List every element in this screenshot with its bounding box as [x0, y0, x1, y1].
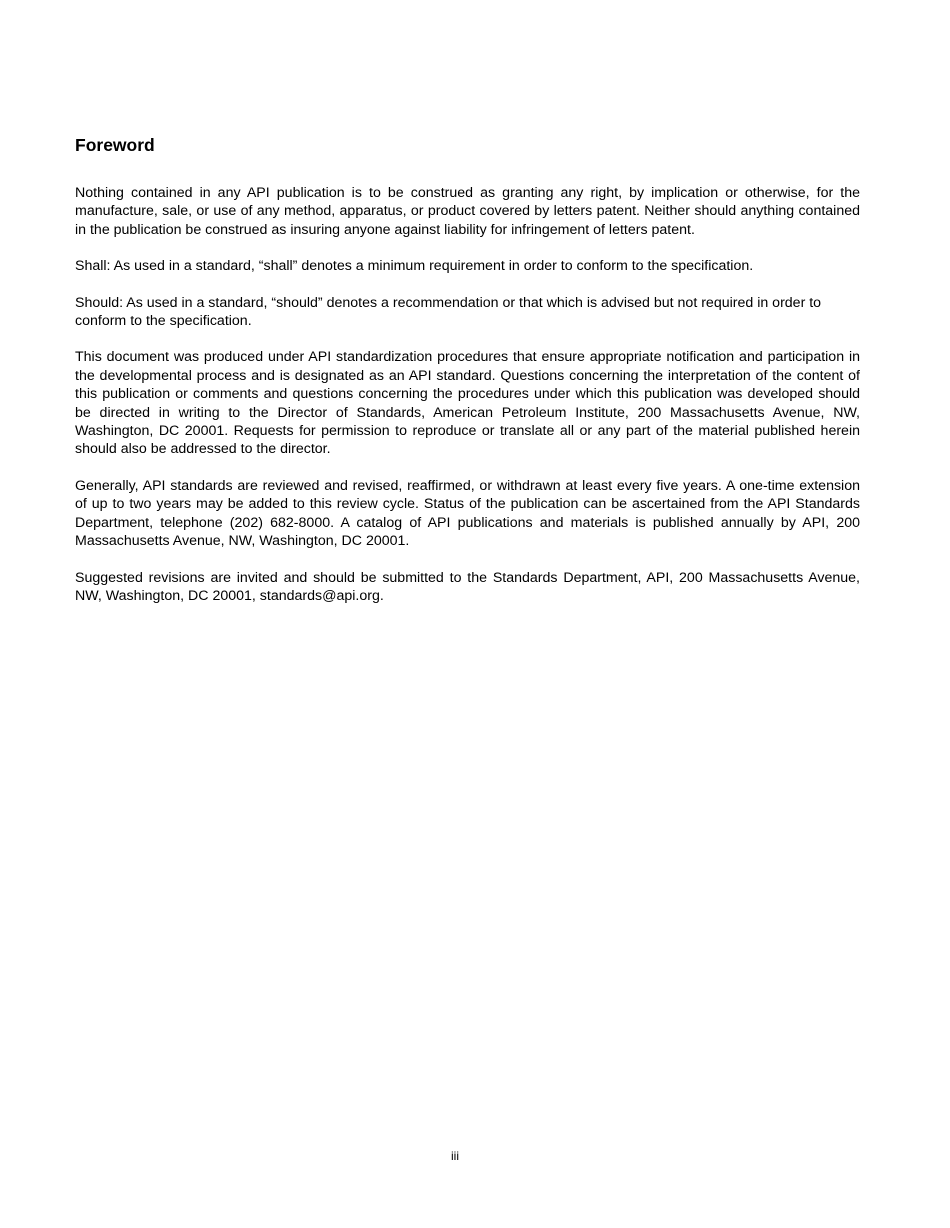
foreword-page: [75, 133, 860, 623]
paragraph-should-definition: Should: As used in a standard, “should” denotes a recommendation or that which is advised but not required in order to conform to the specification.: [75, 294, 822, 330]
paragraph-standardization-procedures: This document was produced under API standardization procedures that ensure appropriate notification and participation in the developmental process and is designated as an API standard. Questions concerning the interpretation of the content of this publication or comments and questions concerning the procedures under which this publication was developed should be directed in writing to the Director of Standards, American Petroleum Institute, 200 Massachusetts Avenue, NW, Washington, DC 20001. Requests for permission to reproduce or translate all or any part of the material published herein should also be addressed to the director.: [75, 349, 860, 458]
paragraph-suggested-revisions: Suggested revisions are invited and should be submitted to the Standards Department, API, 200 Massachusetts Avenue, NW, Washington, DC 20001, standards@api.org.: [75, 569, 860, 604]
page-title: Foreword: [75, 135, 155, 155]
paragraph-review-cycle: Generally, API standards are reviewed and revised, reaffirmed, or withdrawn at least every five years. A one-time extension of up to two years may be added to this review cycle. Status of the publication can be ascertained from the API Standards Department, telephone (202) 682-8000. A catalog of API publications and materials is published annually by API, 200 Massachusetts Avenue, NW, Washington, DC 20001.: [75, 477, 860, 550]
paragraph-patent-disclaimer: Nothing contained in any API publication is to be construed as granting any right, by implication or otherwise, for the manufacture, sale, or use of any method, apparatus, or product covered by letters patent. Neither should anything contained in the publication be construed as insuring anyone against liability for infringement of letters patent.: [75, 185, 860, 238]
paragraph-shall-definition: Shall: As used in a standard, “shall” denotes a minimum requirement in order to conform to the specification.: [75, 258, 754, 275]
page-number: iii: [451, 1149, 459, 1163]
